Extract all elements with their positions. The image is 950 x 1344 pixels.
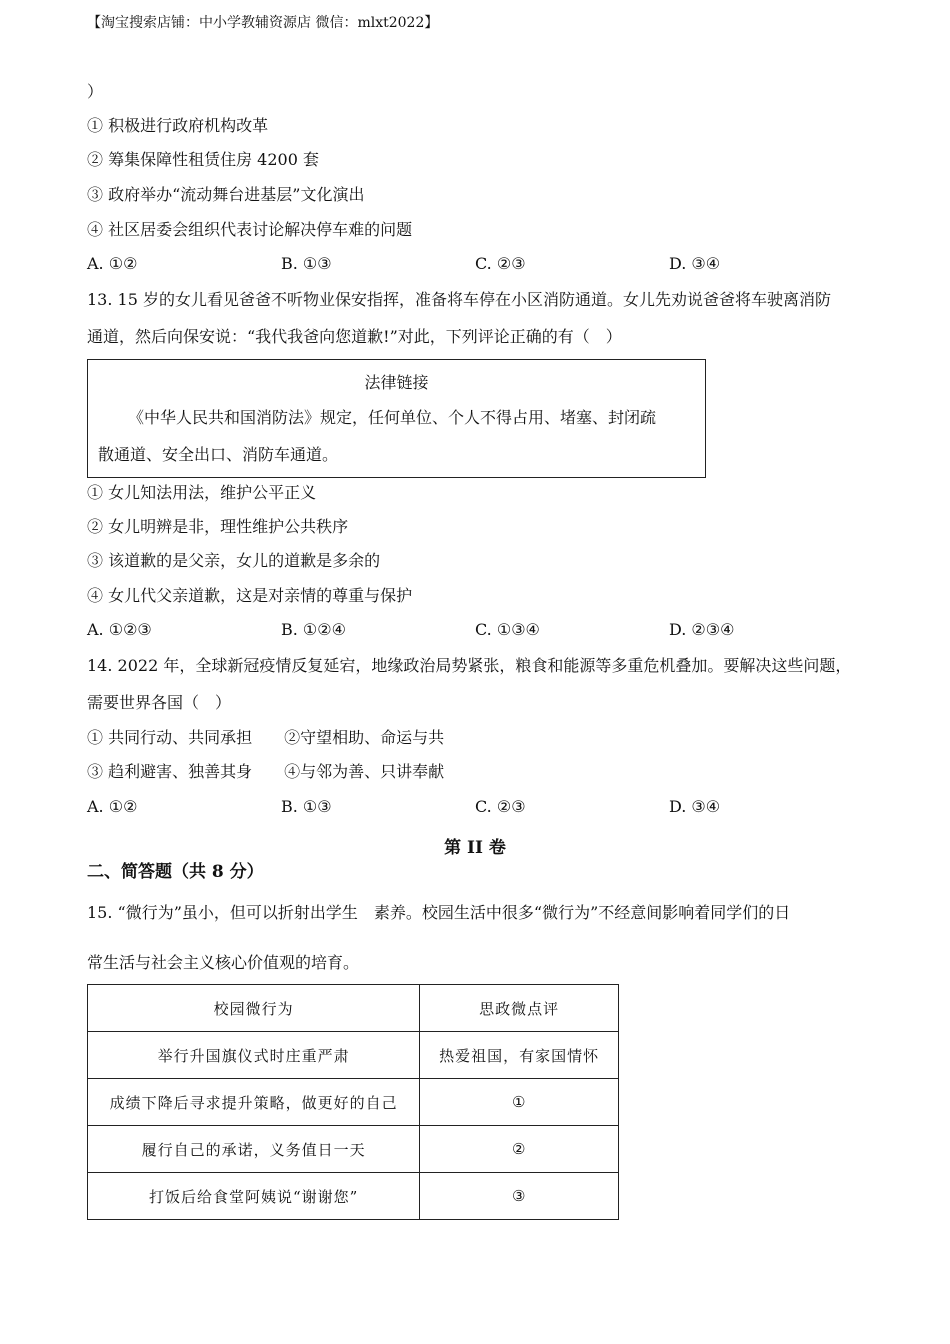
table-row <box>88 1032 619 1079</box>
q13-item-4: ④ 女儿代父亲道歉，这是对亲情的尊重与保护 <box>87 586 413 605</box>
table-cell-comment: 热爱祖国，有家国情怀 <box>420 1032 619 1079</box>
q13-item-3: ③ 该道歉的是父亲，女儿的道歉是多余的 <box>87 551 381 570</box>
q15-stem-line2: 常生活与社会主义核心价值观的培育。 <box>87 953 360 972</box>
q13-option-a: A. ①②③ <box>87 620 152 639</box>
q12-item-2: ② 筹集保障性租赁住房 4200 套 <box>87 150 319 169</box>
q12-option-a: A. ①② <box>87 254 138 273</box>
q13-item-1: ① 女儿知法用法，维护公平正义 <box>87 483 317 502</box>
table-row <box>88 1126 619 1173</box>
q14-stem-line2: 需要世界各国（ ） <box>87 693 232 712</box>
q13-item-2: ② 女儿明辨是非，理性维护公共秩序 <box>87 517 349 536</box>
table-cell-comment: ① <box>420 1079 619 1126</box>
q14-item-row-1: ① 共同行动、共同承担 ②守望相助、命运与共 <box>87 728 445 747</box>
q14-options <box>87 797 867 817</box>
part-title: 二、简答题（共 8 分） <box>87 862 264 882</box>
table-cell-comment: ③ <box>420 1173 619 1220</box>
table-header-comment: 思政微点评 <box>420 985 619 1032</box>
q12-item-4: ④ 社区居委会组织代表讨论解决停车难的问题 <box>87 220 413 239</box>
table-row <box>88 1173 619 1220</box>
q12-item-3: ③ 政府举办“流动舞台进基层”文化演出 <box>87 185 365 204</box>
page-header: 【淘宝搜索店铺：中小学教辅资源店 微信：mlxt2022】 <box>87 15 439 31</box>
micro-behavior-table <box>87 984 619 1220</box>
q12-option-b: B. ①③ <box>281 254 332 273</box>
q15-stem-line1: 15. “微行为”虽小，但可以折射出学生 素养。校园生活中很多“微行为”不经意间影响着同学们的日 <box>87 903 791 922</box>
q14-item-row-2: ③ 趋利避害、独善其身 ④与邻为善、只讲奉献 <box>87 762 445 781</box>
table-header-row <box>88 985 619 1032</box>
table-cell-behavior: 成绩下降后寻求提升策略，做更好的自己 <box>88 1079 420 1126</box>
q13-option-d: D. ②③④ <box>669 620 735 639</box>
q13-options <box>87 620 867 640</box>
table-cell-behavior: 举行升国旗仪式时庄重严肃 <box>88 1032 420 1079</box>
law-link-text-line2: 散通道、安全出口、消防车通道。 <box>98 445 339 464</box>
q14-stem-line1: 14. 2022 年，全球新冠疫情反复延宕，地缘政治局势紧张，粮食和能源等多重危机叠加。要解决这些问题， <box>87 656 852 675</box>
q12-options <box>87 254 867 274</box>
q12-option-d: D. ③④ <box>669 254 721 273</box>
q13-stem-line2: 通道，然后向保安说：“我代我爸向您道歉!”对此，下列评论正确的有（ ） <box>87 327 622 346</box>
q14-option-b: B. ①③ <box>281 797 332 816</box>
q13-stem-line1: 13. 15 岁的女儿看见爸爸不听物业保安指挥，准备将车停在小区消防通道。女儿先劝说爸爸将车驶离消防 <box>87 290 831 309</box>
q12-stem-tail: ） <box>87 82 104 101</box>
q13-option-c: C. ①③④ <box>475 620 540 639</box>
table-cell-behavior: 打饭后给食堂阿姨说“谢谢您” <box>88 1173 420 1220</box>
law-link-text-line1: 《中华人民共和国消防法》规定，任何单位、个人不得占用、堵塞、封闭疏 <box>128 408 657 427</box>
table-header-behavior: 校园微行为 <box>88 985 420 1032</box>
law-link-box <box>87 359 706 478</box>
q12-item-1: ① 积极进行政府机构改革 <box>87 116 269 135</box>
volume-title: 第 II 卷 <box>444 838 506 858</box>
q14-option-a: A. ①② <box>87 797 138 816</box>
q14-option-d: D. ③④ <box>669 797 721 816</box>
q12-option-c: C. ②③ <box>475 254 526 273</box>
table-cell-comment: ② <box>420 1126 619 1173</box>
q13-option-b: B. ①②④ <box>281 620 346 639</box>
q14-option-c: C. ②③ <box>475 797 526 816</box>
table-cell-behavior: 履行自己的承诺，义务值日一天 <box>88 1126 420 1173</box>
table-row <box>88 1079 619 1126</box>
law-link-title: 法律链接 <box>364 373 429 392</box>
